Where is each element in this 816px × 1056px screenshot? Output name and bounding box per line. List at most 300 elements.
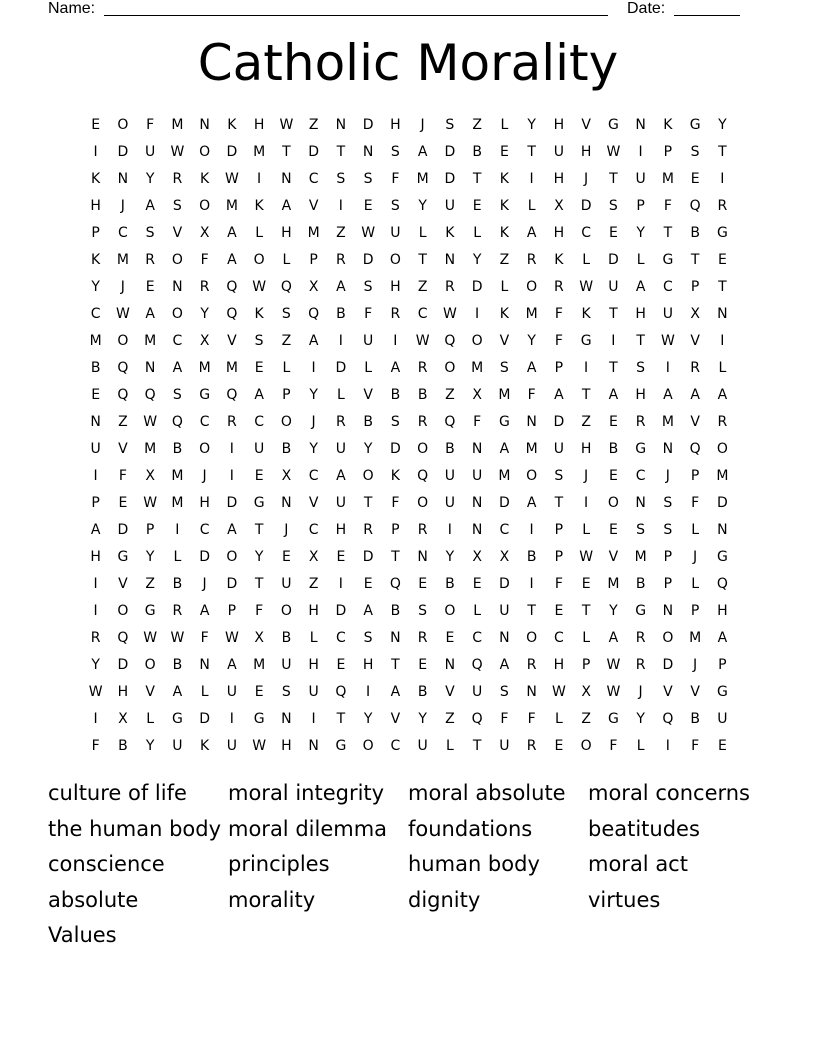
grid-letter: I <box>447 521 452 538</box>
grid-letter: Q <box>308 305 320 322</box>
grid-letter: O <box>117 116 129 133</box>
grid-letter: E <box>363 575 373 592</box>
grid-letter: W <box>606 683 621 700</box>
grid-letter: A <box>308 332 319 349</box>
grid-letter: I <box>584 359 589 376</box>
word-list-item: moral dilemma <box>228 816 388 841</box>
grid-letter: J <box>284 521 289 538</box>
grid-letter: M <box>498 467 511 484</box>
grid-letter: I <box>720 332 725 349</box>
grid-letter: W <box>143 494 158 511</box>
grid-letter: N <box>662 602 674 619</box>
grid-letter: U <box>145 143 156 160</box>
grid-letter: P <box>636 197 645 214</box>
grid-letter: I <box>93 710 98 727</box>
grid-letter: U <box>363 332 374 349</box>
grid-letter: U <box>335 440 346 457</box>
grid-letter: P <box>91 224 100 241</box>
grid-letter: Z <box>417 278 428 295</box>
grid-letter: R <box>526 656 537 673</box>
grid-letter: J <box>311 413 316 430</box>
grid-letter: H <box>553 224 565 241</box>
grid-letter: M <box>253 656 266 673</box>
grid-letter: O <box>280 413 292 430</box>
grid-letter: L <box>554 710 563 727</box>
grid-letter: X <box>581 683 591 700</box>
grid-letter: W <box>579 548 594 565</box>
grid-letter: H <box>308 656 319 673</box>
letter-grid <box>82 111 736 759</box>
grid-letter: N <box>308 737 319 754</box>
grid-letter: T <box>336 710 346 727</box>
grid-letter: V <box>499 332 510 349</box>
grid-letter: Q <box>444 332 456 349</box>
grid-letter: Z <box>308 575 319 592</box>
grid-letter: H <box>717 602 728 619</box>
grid-letter: E <box>254 683 264 700</box>
grid-letter: Q <box>716 575 728 592</box>
grid-letter: C <box>308 170 319 187</box>
word-list-item: Values <box>48 923 117 947</box>
grid-letter: P <box>145 521 155 538</box>
grid-letter: K <box>254 305 264 322</box>
grid-letter: O <box>716 440 728 457</box>
grid-letter: O <box>417 494 429 511</box>
grid-letter: F <box>200 629 209 646</box>
grid-letter: W <box>170 629 185 646</box>
grid-letter: D <box>362 116 374 133</box>
grid-letter: S <box>363 170 373 187</box>
grid-letter: E <box>254 359 264 376</box>
grid-letter: Y <box>145 737 155 754</box>
grid-letter: O <box>526 629 538 646</box>
grid-letter: G <box>253 494 265 511</box>
grid-letter: U <box>499 737 510 754</box>
grid-letter: E <box>472 197 482 214</box>
grid-letter: Y <box>145 170 155 187</box>
grid-letter: C <box>635 467 646 484</box>
grid-letter: T <box>609 305 618 322</box>
grid-letter: V <box>145 683 155 700</box>
grid-letter: O <box>199 197 211 214</box>
grid-letter: F <box>391 494 400 511</box>
grid-letter: S <box>336 170 346 187</box>
grid-letter: F <box>609 737 618 754</box>
grid-letter: Y <box>527 116 536 133</box>
grid-letter: A <box>172 683 183 700</box>
grid-letter: Y <box>145 548 155 565</box>
grid-letter: E <box>281 548 291 565</box>
grid-letter: N <box>281 710 292 727</box>
grid-letter: T <box>718 278 727 295</box>
word-list-item: absolute <box>48 887 139 912</box>
grid-letter: Y <box>363 710 373 727</box>
grid-letter: N <box>499 629 510 646</box>
grid-letter: V <box>663 683 673 700</box>
grid-letter: Z <box>499 251 510 268</box>
grid-letter: A <box>690 386 700 403</box>
grid-letter: T <box>554 494 564 511</box>
grid-letter: S <box>445 116 455 133</box>
grid-letter: L <box>718 359 727 376</box>
grid-letter: C <box>335 629 346 646</box>
grid-letter: Y <box>91 656 100 673</box>
grid-letter: S <box>145 224 155 241</box>
grid-letter: S <box>281 683 291 700</box>
grid-letter: S <box>390 143 400 160</box>
grid-letter: F <box>364 305 373 322</box>
grid-letter: C <box>172 332 183 349</box>
grid-letter: H <box>553 170 565 187</box>
grid-letter: E <box>118 494 128 511</box>
grid-letter: N <box>444 251 456 268</box>
grid-letter: T <box>336 143 346 160</box>
grid-letter: I <box>338 575 343 592</box>
grid-letter: U <box>472 683 483 700</box>
grid-letter: D <box>444 143 456 160</box>
grid-letter: I <box>311 359 316 376</box>
grid-letter: K <box>499 305 509 322</box>
grid-letter: T <box>718 143 727 160</box>
grid-letter: T <box>527 602 536 619</box>
grid-letter: W <box>88 683 103 700</box>
grid-letter: L <box>146 710 155 727</box>
grid-letter: M <box>307 224 320 241</box>
grid-letter: H <box>90 548 101 565</box>
grid-letter: M <box>661 170 674 187</box>
grid-letter: U <box>254 440 265 457</box>
grid-letter: O <box>117 332 129 349</box>
grid-letter: N <box>199 116 210 133</box>
grid-letter: L <box>336 386 345 403</box>
grid-letter: A <box>499 440 510 457</box>
grid-letter: N <box>471 521 483 538</box>
grid-letter: B <box>417 386 428 403</box>
grid-letter: T <box>472 737 482 754</box>
grid-letter: S <box>363 278 373 295</box>
grid-letter: J <box>202 467 207 484</box>
grid-letter: V <box>172 224 183 241</box>
grid-letter: V <box>608 548 619 565</box>
grid-letter: E <box>554 737 564 754</box>
grid-letter: S <box>636 359 646 376</box>
grid-letter: Y <box>636 710 645 727</box>
grid-letter: M <box>634 548 647 565</box>
grid-letter: B <box>445 575 455 592</box>
grid-letter: A <box>172 359 183 376</box>
grid-letter: B <box>172 440 183 457</box>
grid-letter: Q <box>335 683 347 700</box>
grid-letter: I <box>611 332 616 349</box>
name-blank-line <box>104 15 608 16</box>
grid-letter: F <box>527 386 536 403</box>
grid-letter: F <box>91 737 100 754</box>
grid-letter: W <box>143 629 158 646</box>
grid-letter: U <box>226 737 237 754</box>
grid-letter: F <box>146 116 155 133</box>
grid-letter: W <box>224 170 239 187</box>
grid-letter: T <box>663 224 673 241</box>
grid-letter: V <box>227 332 237 349</box>
grid-letter: R <box>554 278 564 295</box>
grid-letter: T <box>472 170 482 187</box>
grid-letter: Z <box>581 710 591 727</box>
grid-letter: A <box>390 359 401 376</box>
grid-letter: A <box>554 386 564 403</box>
grid-letter: P <box>227 602 237 619</box>
grid-letter: Q <box>471 656 483 673</box>
grid-letter: O <box>117 602 129 619</box>
grid-letter: H <box>580 440 592 457</box>
grid-letter: D <box>389 440 401 457</box>
grid-letter: M <box>225 197 238 214</box>
grid-letter: N <box>390 629 401 646</box>
grid-letter: O <box>389 251 401 268</box>
grid-letter: L <box>636 737 645 754</box>
grid-letter: H <box>390 116 401 133</box>
grid-letter: D <box>226 494 238 511</box>
grid-letter: H <box>635 305 646 322</box>
grid-letter: C <box>199 521 210 538</box>
grid-letter: L <box>282 359 291 376</box>
grid-letter: M <box>607 575 620 592</box>
grid-letter: A <box>608 386 619 403</box>
grid-letter: L <box>473 602 482 619</box>
grid-letter: Y <box>309 386 318 403</box>
grid-letter: S <box>363 629 373 646</box>
grid-letter: A <box>90 521 101 538</box>
grid-letter: V <box>308 197 319 214</box>
date-blank-line <box>674 15 740 16</box>
grid-letter: Q <box>389 575 401 592</box>
grid-letter: L <box>445 737 454 754</box>
grid-letter: E <box>581 575 591 592</box>
grid-letter: R <box>635 413 646 430</box>
grid-letter: C <box>117 224 128 241</box>
grid-letter: F <box>554 332 563 349</box>
grid-letter: S <box>499 359 509 376</box>
grid-letter: I <box>665 737 670 754</box>
grid-letter: L <box>582 521 591 538</box>
grid-letter: N <box>281 494 292 511</box>
grid-letter: H <box>199 494 210 511</box>
grid-letter: P <box>663 143 673 160</box>
grid-letter: U <box>472 467 483 484</box>
grid-letter: A <box>145 305 155 322</box>
grid-letter: G <box>171 710 183 727</box>
grid-letter: L <box>582 251 591 268</box>
grid-letter: P <box>554 359 564 376</box>
grid-letter: U <box>172 737 183 754</box>
grid-letter: E <box>608 521 618 538</box>
grid-letter: N <box>635 116 646 133</box>
grid-letter: A <box>336 467 346 484</box>
grid-letter: D <box>335 602 347 619</box>
grid-letter: D <box>199 548 211 565</box>
grid-letter: Y <box>472 251 482 268</box>
grid-letter: E <box>91 116 101 133</box>
grid-letter: D <box>226 575 238 592</box>
grid-letter: K <box>554 251 564 268</box>
grid-letter: M <box>253 143 266 160</box>
grid-letter: S <box>172 197 182 214</box>
grid-letter: N <box>717 521 728 538</box>
grid-letter: T <box>391 656 400 673</box>
grid-letter: P <box>309 251 318 268</box>
grid-letter: M <box>689 629 702 646</box>
grid-letter: F <box>554 305 563 322</box>
grid-letter: K <box>254 197 264 214</box>
grid-letter: C <box>199 413 210 430</box>
grid-letter: I <box>475 305 480 322</box>
grid-letter: I <box>393 332 398 349</box>
grid-letter: O <box>526 278 538 295</box>
grid-letter: Q <box>280 278 292 295</box>
grid-letter: D <box>553 413 565 430</box>
grid-letter: M <box>144 332 157 349</box>
grid-letter: B <box>336 305 346 322</box>
grid-letter: A <box>417 143 428 160</box>
grid-letter: D <box>117 143 129 160</box>
grid-letter: G <box>716 683 728 700</box>
grid-letter: O <box>253 251 265 268</box>
grid-letter: E <box>608 467 618 484</box>
grid-letter: H <box>362 656 374 673</box>
grid-letter: I <box>229 467 234 484</box>
grid-letter: A <box>145 197 155 214</box>
grid-letter: Z <box>118 413 128 430</box>
grid-letter: H <box>281 224 292 241</box>
grid-letter: K <box>499 197 509 214</box>
grid-letter: C <box>90 305 101 322</box>
grid-letter: D <box>607 251 619 268</box>
grid-letter: G <box>253 710 265 727</box>
grid-letter: K <box>499 224 509 241</box>
grid-letter: T <box>391 548 400 565</box>
grid-letter: X <box>145 467 155 484</box>
grid-letter: R <box>690 359 700 376</box>
grid-letter: W <box>143 413 158 430</box>
grid-letter: Q <box>689 197 701 214</box>
grid-letter: N <box>172 278 183 295</box>
grid-letter: Q <box>144 386 156 403</box>
grid-letter: B <box>635 575 646 592</box>
grid-letter: H <box>253 116 265 133</box>
grid-letter: V <box>690 413 700 430</box>
grid-letter: A <box>608 629 619 646</box>
grid-letter: X <box>499 548 510 565</box>
grid-letter: O <box>362 467 374 484</box>
grid-letter: V <box>690 332 700 349</box>
grid-letter: L <box>309 629 318 646</box>
grid-letter: L <box>282 251 291 268</box>
grid-letter: N <box>117 170 129 187</box>
grid-letter: U <box>499 602 510 619</box>
grid-letter: V <box>581 116 591 133</box>
word-list-item: foundations <box>408 816 533 841</box>
grid-letter: D <box>117 521 129 538</box>
grid-letter: J <box>665 467 670 484</box>
grid-letter: C <box>581 224 592 241</box>
grid-letter: J <box>584 467 589 484</box>
grid-letter: I <box>229 710 234 727</box>
grid-letter: L <box>500 116 509 133</box>
grid-letter: J <box>693 548 698 565</box>
grid-letter: P <box>690 467 700 484</box>
grid-letter: O <box>280 602 292 619</box>
grid-letter: B <box>608 440 619 457</box>
grid-letter: G <box>580 332 592 349</box>
grid-letter: M <box>525 305 538 322</box>
word-list-item: morality <box>228 887 316 912</box>
grid-letter: S <box>499 683 509 700</box>
grid-letter: T <box>254 521 264 538</box>
grid-letter: L <box>255 224 264 241</box>
grid-letter: E <box>472 575 482 592</box>
word-list-item: culture of life <box>48 781 187 805</box>
grid-letter: X <box>118 710 128 727</box>
grid-letter: W <box>170 143 185 160</box>
grid-letter: R <box>717 197 728 214</box>
grid-letter: Q <box>226 305 238 322</box>
grid-letter: W <box>252 737 267 754</box>
grid-letter: B <box>90 359 101 376</box>
grid-letter: L <box>691 575 700 592</box>
grid-letter: D <box>362 548 374 565</box>
grid-letter: X <box>199 332 210 349</box>
grid-letter: C <box>499 521 510 538</box>
word-list-item: conscience <box>48 852 165 876</box>
grid-letter: Y <box>445 548 455 565</box>
grid-letter: D <box>226 143 238 160</box>
grid-letter: Q <box>117 629 129 646</box>
grid-letter: E <box>91 386 101 403</box>
grid-letter: B <box>390 386 401 403</box>
grid-letter: L <box>636 251 645 268</box>
grid-letter: C <box>417 305 428 322</box>
grid-letter: U <box>281 575 292 592</box>
grid-letter: T <box>581 386 591 403</box>
grid-letter: M <box>144 440 157 457</box>
grid-letter: V <box>363 386 373 403</box>
grid-letter: E <box>717 251 727 268</box>
grid-letter: A <box>281 197 292 214</box>
grid-letter: O <box>199 440 211 457</box>
grid-letter: P <box>690 278 700 295</box>
grid-letter: G <box>144 602 156 619</box>
grid-letter: P <box>554 521 564 538</box>
grid-letter: U <box>444 494 455 511</box>
grid-letter: Y <box>91 278 100 295</box>
grid-letter: R <box>336 251 346 268</box>
grid-letter: U <box>226 683 237 700</box>
grid-letter: L <box>364 359 373 376</box>
grid-letter: V <box>445 683 455 700</box>
grid-letter: A <box>717 386 728 403</box>
grid-letter: P <box>690 602 700 619</box>
grid-letter: K <box>663 116 673 133</box>
grid-letter: N <box>471 494 483 511</box>
grid-letter: Y <box>418 197 427 214</box>
grid-letter: F <box>391 170 400 187</box>
grid-letter: R <box>445 278 455 295</box>
grid-letter: R <box>227 413 237 430</box>
grid-letter: E <box>554 602 564 619</box>
grid-letter: D <box>362 251 374 268</box>
grid-letter: D <box>662 656 674 673</box>
grid-letter: N <box>144 359 156 376</box>
grid-letter: T <box>636 332 645 349</box>
